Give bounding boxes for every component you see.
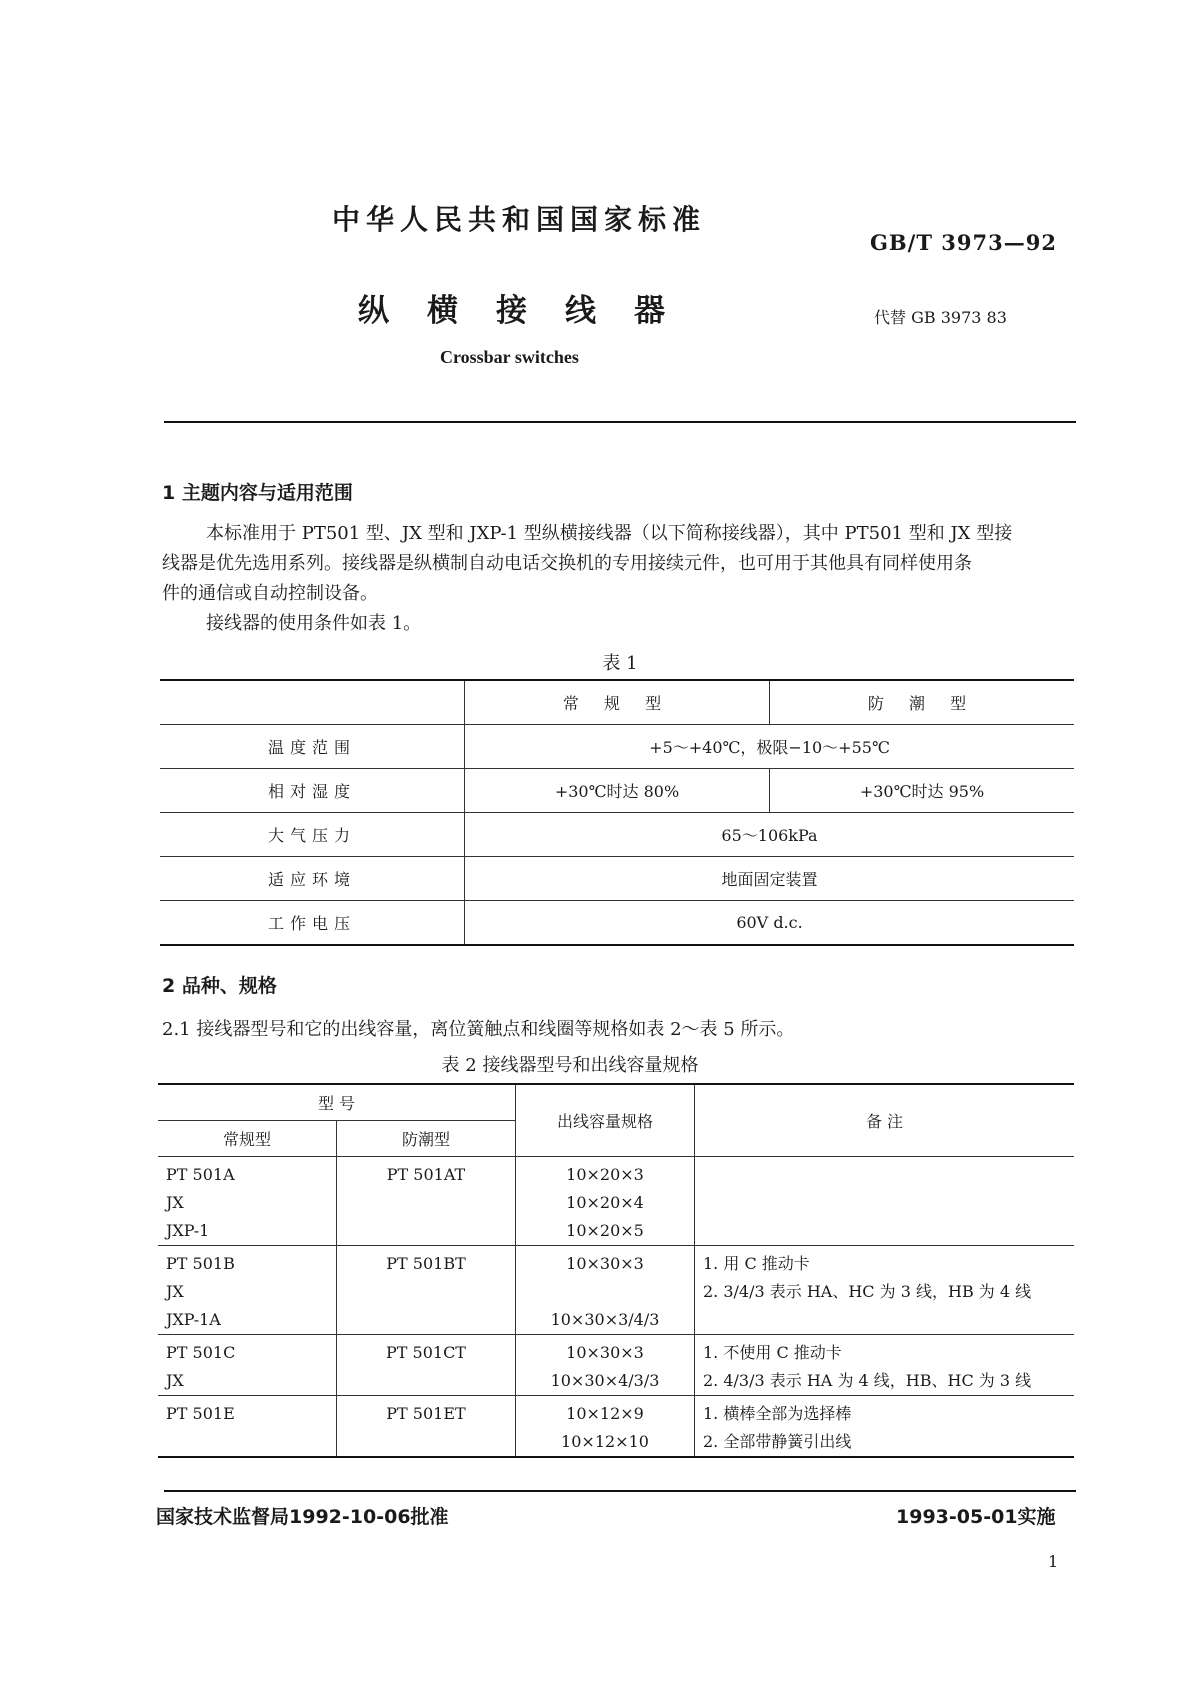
table-2-cell-remarks [695,1157,1075,1246]
table-row [160,857,1074,901]
list-item: 10×30×4/3/3 [550,1371,660,1390]
table-row [158,1246,1074,1335]
list-item: 1. 不使用 C 推动卡 [703,1343,842,1362]
list-item: JX [166,1371,184,1390]
national-standard-heading: 中华人民共和国国家标准 [332,203,707,236]
table-row [158,1157,1074,1246]
header-divider [164,421,1076,423]
list-item: 10×30×3 [566,1343,644,1362]
table-1-cell-merged: 60V d.c. [465,901,1075,946]
list-item [524,1278,686,1306]
table-1-cell-moisture: +30℃时达 95% [770,769,1075,813]
list-item: 10×12×10 [561,1432,649,1451]
table-2-caption: 表 2 接线器型号和出线容量规格 [441,1055,699,1076]
table-1-caption: 表 1 [602,653,638,674]
list-item: 10×20×3 [566,1165,644,1184]
section-2-heading: 2 品种、规格 [162,975,277,997]
list-item: JXP-1A [166,1310,221,1329]
table-row [158,1396,1074,1458]
table-2-cell-capacity [516,1396,695,1458]
list-item: 10×30×3/4/3 [550,1310,660,1329]
list-item: 2. 3/4/3 表示 HA、HC 为 3 线，HB 为 4 线 [703,1282,1032,1301]
section-1-para-line-3: 件的通信或自动控制设备。 [162,583,378,604]
table-2-cell-remarks [695,1396,1075,1458]
table-row [160,680,1074,725]
table-1-corner-cell [160,680,465,725]
table-2-cell-moisture [337,1246,516,1335]
table-2-header-normal: 常规型 [158,1121,337,1157]
table-row [160,725,1074,769]
table-2-cell-normal [158,1335,337,1396]
list-item: PT 501AT [386,1165,466,1184]
table-1-row-label: 工作电压 [160,901,465,946]
table-1-cell-merged: +5～+40℃，极限−10～+55℃ [465,725,1075,769]
section-1-para-line-2: 线器是优先选用系列。接线器是纵横制自动电话交换机的专用接续元件，也可用于其他具有同样使用条 [162,553,972,574]
table-2-header-moisture: 防潮型 [337,1121,516,1157]
table-1-cell-merged: 65～106kPa [465,813,1075,857]
table-row [160,813,1074,857]
section-1-para-line-1: 本标准用于 PT501 型、JX 型和 JXP-1 型纵横接线器（以下简称接线器），其中 PT501 型和 JX 型接 [206,523,1013,544]
list-item: 10×30×3 [566,1254,644,1273]
table-1-cell-merged: 地面固定装置 [465,857,1075,901]
table-2-cell-remarks [695,1335,1075,1396]
table-2-cell-normal [158,1246,337,1335]
list-item: PT 501ET [386,1404,466,1423]
table-1-row-label: 相对湿度 [160,769,465,813]
replaces-note: 代替 GB 3973 83 [874,308,1007,327]
list-item: PT 501E [166,1404,235,1423]
table-2-cell-moisture [337,1335,516,1396]
table-2-cell-normal [158,1157,337,1246]
table-1-header-normal: 常 规 型 [465,680,770,725]
list-item: PT 501A [166,1165,235,1184]
table-2-cell-normal [158,1396,337,1458]
list-item: JX [166,1193,184,1212]
table-2-cell-moisture [337,1157,516,1246]
table-2-header-capacity: 出线容量规格 [516,1084,695,1157]
table-header-row [158,1084,1074,1121]
list-item: PT 501B [166,1254,235,1273]
table-1-header-moisture: 防 潮 型 [770,680,1075,725]
document-title-cn: 纵横接线器 [358,293,703,329]
list-item: PT 501CT [386,1343,466,1362]
table-2-cell-capacity [516,1157,695,1246]
approval-note: 国家技术监督局1992-10-06批准 [156,1506,449,1528]
footer-divider [164,1490,1076,1492]
clause-2-1: 2.1 接线器型号和它的出线容量，离位簧触点和线圈等规格如表 2～表 5 所示。 [162,1019,795,1040]
table-1-row-label: 大气压力 [160,813,465,857]
list-item: 1. 用 C 推动卡 [703,1254,810,1273]
list-item: JXP-1 [166,1221,210,1240]
list-item: PT 501BT [386,1254,466,1273]
list-item: 10×20×5 [566,1221,644,1240]
table-2-cell-capacity [516,1246,695,1335]
list-item: 2. 全部带静簧引出线 [703,1432,852,1451]
table-2-cell-capacity [516,1335,695,1396]
table-1-row-label: 温度范围 [160,725,465,769]
table-1-cell-normal: +30℃时达 80% [465,769,770,813]
table-2-cell-moisture [337,1396,516,1458]
table-1-usage-conditions [160,679,1074,946]
section-1-para-2: 接线器的使用条件如表 1。 [206,613,422,634]
table-1-row-label: 适应环境 [160,857,465,901]
list-item: JX [166,1282,184,1301]
table-2-header-remarks: 备 注 [695,1084,1075,1157]
list-item: 10×20×4 [566,1193,644,1212]
standard-number: GB/T 3973—92 [870,230,1057,255]
table-2-model-capacity [158,1083,1074,1458]
table-2-header-model: 型 号 [158,1084,516,1121]
list-item: 10×12×9 [566,1404,644,1423]
list-item: 2. 4/3/3 表示 HA 为 4 线，HB、HC 为 3 线 [703,1371,1032,1390]
list-item: PT 501C [166,1343,236,1362]
table-2-cell-remarks [695,1246,1075,1335]
table-row [160,901,1074,946]
table-row [158,1335,1074,1396]
section-1-heading: 1 主题内容与适用范围 [162,482,353,504]
document-title-en: Crossbar switches [440,347,579,367]
table-row [160,769,1074,813]
page-number: 1 [1048,1552,1059,1571]
list-item: 1. 横棒全部为选择棒 [703,1404,852,1423]
effective-date: 1993-05-01实施 [896,1506,1056,1528]
